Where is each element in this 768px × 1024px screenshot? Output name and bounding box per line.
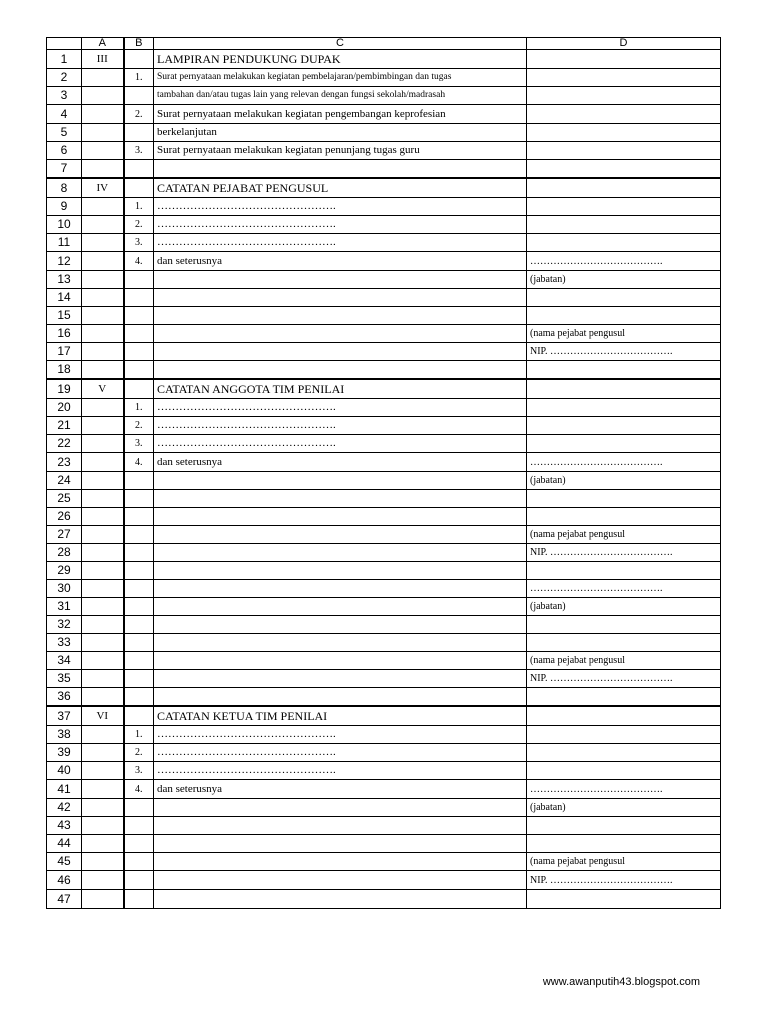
cell-c[interactable]: …………………………………………. — [154, 726, 527, 744]
cell-c[interactable]: …………………………………………. — [154, 216, 527, 234]
row-number[interactable]: 21 — [47, 417, 82, 435]
row-number[interactable]: 45 — [47, 853, 82, 871]
table-row — [47, 289, 721, 307]
cell-d[interactable] — [527, 616, 721, 634]
spreadsheet-table — [46, 37, 721, 909]
cell-b[interactable] — [124, 490, 154, 508]
cell-a[interactable]: V — [82, 379, 124, 399]
cell-d[interactable] — [527, 216, 721, 234]
cell-d[interactable] — [527, 399, 721, 417]
row-number[interactable]: 1 — [47, 50, 82, 69]
cell-a[interactable] — [82, 670, 124, 688]
row-number[interactable]: 42 — [47, 799, 82, 817]
sheet-body — [47, 50, 721, 909]
cell-a[interactable] — [82, 562, 124, 580]
cell-c[interactable] — [154, 688, 527, 707]
row-number[interactable]: 25 — [47, 490, 82, 508]
cell-d[interactable]: …………………………………. — [527, 252, 721, 271]
cell-b[interactable]: 2. — [124, 216, 154, 234]
table-row — [47, 142, 721, 160]
cell-b[interactable] — [124, 307, 154, 325]
cell-b[interactable] — [124, 526, 154, 544]
cell-b[interactable] — [124, 835, 154, 853]
cell-b[interactable] — [124, 508, 154, 526]
cell-a[interactable] — [82, 688, 124, 707]
cell-d[interactable]: …………………………………. — [527, 580, 721, 598]
cell-a[interactable]: IV — [82, 178, 124, 198]
cell-a[interactable] — [82, 616, 124, 634]
cell-b[interactable] — [124, 562, 154, 580]
row-number[interactable]: 10 — [47, 216, 82, 234]
table-row — [47, 453, 721, 472]
cell-a[interactable] — [82, 817, 124, 835]
cell-c[interactable]: CATATAN PEJABAT PENGUSUL — [154, 178, 527, 198]
row-number[interactable]: 35 — [47, 670, 82, 688]
cell-b[interactable] — [124, 289, 154, 307]
cell-d[interactable]: (nama pejabat pengusul — [527, 325, 721, 343]
table-row — [47, 87, 721, 105]
cell-c[interactable]: …………………………………………. — [154, 417, 527, 435]
cell-c[interactable] — [154, 490, 527, 508]
cell-a[interactable] — [82, 634, 124, 652]
row-number[interactable]: 27 — [47, 526, 82, 544]
row-number[interactable]: 22 — [47, 435, 82, 453]
cell-b[interactable] — [124, 871, 154, 890]
row-number[interactable]: 38 — [47, 726, 82, 744]
row-number[interactable]: 20 — [47, 399, 82, 417]
row-number[interactable]: 14 — [47, 289, 82, 307]
cell-c[interactable]: dan seterusnya — [154, 453, 527, 472]
cell-b[interactable] — [124, 706, 154, 726]
table-row — [47, 50, 721, 69]
row-number[interactable]: 16 — [47, 325, 82, 343]
cell-d[interactable] — [527, 307, 721, 325]
cell-a[interactable] — [82, 580, 124, 598]
cell-c[interactable]: CATATAN KETUA TIM PENILAI — [154, 706, 527, 726]
table-row — [47, 361, 721, 380]
table-row — [47, 634, 721, 652]
cell-a[interactable] — [82, 799, 124, 817]
row-number[interactable]: 15 — [47, 307, 82, 325]
cell-a[interactable]: VI — [82, 706, 124, 726]
cell-a[interactable] — [82, 853, 124, 871]
cell-d[interactable] — [527, 87, 721, 105]
cell-a[interactable] — [82, 762, 124, 780]
row-number[interactable]: 13 — [47, 271, 82, 289]
cell-b[interactable]: 1. — [124, 399, 154, 417]
cell-a[interactable] — [82, 544, 124, 562]
table-row — [47, 890, 721, 909]
cell-c[interactable]: …………………………………………. — [154, 762, 527, 780]
cell-d[interactable] — [527, 762, 721, 780]
cell-d[interactable] — [527, 234, 721, 252]
cell-d[interactable] — [527, 744, 721, 762]
cell-b[interactable]: 4. — [124, 780, 154, 799]
table-row — [47, 871, 721, 890]
cell-d[interactable]: …………………………………. — [527, 453, 721, 472]
cell-d[interactable] — [527, 435, 721, 453]
cell-a[interactable] — [82, 124, 124, 142]
cell-a[interactable] — [82, 361, 124, 380]
cell-d[interactable] — [527, 417, 721, 435]
cell-a[interactable] — [82, 890, 124, 909]
column-header-row — [47, 38, 721, 50]
cell-b[interactable] — [124, 472, 154, 490]
row-number[interactable]: 31 — [47, 598, 82, 616]
cell-c[interactable] — [154, 526, 527, 544]
cell-d[interactable] — [527, 160, 721, 179]
cell-a[interactable] — [82, 105, 124, 124]
cell-c[interactable] — [154, 307, 527, 325]
cell-a[interactable] — [82, 87, 124, 105]
column-header-d[interactable]: D — [527, 38, 721, 50]
cell-b[interactable] — [124, 634, 154, 652]
row-number[interactable]: 34 — [47, 652, 82, 670]
cell-d[interactable] — [527, 361, 721, 380]
row-number[interactable]: 12 — [47, 252, 82, 271]
table-row — [47, 69, 721, 87]
cell-b[interactable]: 3. — [124, 435, 154, 453]
row-number[interactable]: 24 — [47, 472, 82, 490]
cell-d[interactable]: NIP. ………………………………. — [527, 871, 721, 890]
cell-a[interactable] — [82, 69, 124, 87]
table-row — [47, 307, 721, 325]
cell-c[interactable] — [154, 817, 527, 835]
cell-d[interactable] — [527, 289, 721, 307]
cell-d[interactable]: …………………………………. — [527, 780, 721, 799]
cell-b[interactable] — [124, 580, 154, 598]
cell-c[interactable] — [154, 562, 527, 580]
cell-b[interactable] — [124, 544, 154, 562]
row-number[interactable]: 8 — [47, 178, 82, 198]
table-row — [47, 544, 721, 562]
cell-d[interactable]: NIP. ………………………………. — [527, 544, 721, 562]
cell-c[interactable]: …………………………………………. — [154, 234, 527, 252]
row-number[interactable]: 18 — [47, 361, 82, 380]
cell-a[interactable] — [82, 160, 124, 179]
table-row — [47, 726, 721, 744]
cell-c[interactable] — [154, 652, 527, 670]
table-row — [47, 343, 721, 361]
cell-c[interactable] — [154, 325, 527, 343]
cell-a[interactable] — [82, 835, 124, 853]
cell-d[interactable]: (nama pejabat pengusul — [527, 526, 721, 544]
table-row — [47, 417, 721, 435]
cell-a[interactable] — [82, 417, 124, 435]
cell-c[interactable]: berkelanjutan — [154, 124, 527, 142]
cell-b[interactable] — [124, 890, 154, 909]
cell-d[interactable]: (jabatan) — [527, 598, 721, 616]
cell-b[interactable] — [124, 616, 154, 634]
row-number[interactable]: 19 — [47, 379, 82, 399]
cell-c[interactable] — [154, 871, 527, 890]
cell-a[interactable] — [82, 343, 124, 361]
cell-a[interactable] — [82, 871, 124, 890]
cell-b[interactable]: 1. — [124, 726, 154, 744]
cell-d[interactable] — [527, 508, 721, 526]
cell-a[interactable] — [82, 216, 124, 234]
cell-b[interactable]: 4. — [124, 252, 154, 271]
cell-a[interactable] — [82, 652, 124, 670]
cell-d[interactable] — [527, 142, 721, 160]
cell-c[interactable] — [154, 472, 527, 490]
row-number[interactable]: 43 — [47, 817, 82, 835]
cell-b[interactable] — [124, 379, 154, 399]
row-number[interactable]: 6 — [47, 142, 82, 160]
cell-c[interactable] — [154, 361, 527, 380]
table-row — [47, 105, 721, 124]
cell-c[interactable]: …………………………………………. — [154, 198, 527, 216]
cell-a[interactable] — [82, 234, 124, 252]
table-row — [47, 198, 721, 216]
corner-cell[interactable] — [47, 38, 82, 50]
cell-b[interactable] — [124, 124, 154, 142]
column-header-c[interactable]: C — [154, 38, 527, 50]
cell-c[interactable] — [154, 160, 527, 179]
cell-c[interactable]: dan seterusnya — [154, 780, 527, 799]
cell-c[interactable] — [154, 343, 527, 361]
row-number[interactable]: 30 — [47, 580, 82, 598]
cell-d[interactable]: (jabatan) — [527, 799, 721, 817]
table-row — [47, 688, 721, 707]
cell-b[interactable] — [124, 670, 154, 688]
row-number[interactable]: 32 — [47, 616, 82, 634]
cell-b[interactable] — [124, 853, 154, 871]
cell-c[interactable] — [154, 835, 527, 853]
table-row — [47, 616, 721, 634]
cell-b[interactable]: 1. — [124, 198, 154, 216]
table-row — [47, 160, 721, 179]
cell-b[interactable] — [124, 817, 154, 835]
table-row — [47, 562, 721, 580]
column-header-b[interactable]: B — [124, 38, 154, 50]
cell-b[interactable] — [124, 799, 154, 817]
cell-c[interactable] — [154, 598, 527, 616]
table-row — [47, 399, 721, 417]
cell-a[interactable] — [82, 780, 124, 799]
cell-b[interactable] — [124, 160, 154, 179]
cell-c[interactable] — [154, 580, 527, 598]
row-number[interactable]: 5 — [47, 124, 82, 142]
row-number[interactable]: 2 — [47, 69, 82, 87]
cell-a[interactable] — [82, 252, 124, 271]
row-number[interactable]: 40 — [47, 762, 82, 780]
cell-a[interactable] — [82, 726, 124, 744]
cell-c[interactable] — [154, 634, 527, 652]
cell-d[interactable] — [527, 50, 721, 69]
cell-b[interactable] — [124, 688, 154, 707]
cell-d[interactable] — [527, 726, 721, 744]
table-row — [47, 124, 721, 142]
row-number[interactable]: 39 — [47, 744, 82, 762]
cell-c[interactable] — [154, 670, 527, 688]
cell-b[interactable]: 2. — [124, 105, 154, 124]
cell-d[interactable] — [527, 124, 721, 142]
row-number[interactable]: 36 — [47, 688, 82, 707]
cell-a[interactable] — [82, 472, 124, 490]
cell-a[interactable] — [82, 435, 124, 453]
row-number[interactable]: 9 — [47, 198, 82, 216]
cell-d[interactable] — [527, 490, 721, 508]
cell-c[interactable]: dan seterusnya — [154, 252, 527, 271]
table-row — [47, 835, 721, 853]
cell-c[interactable]: …………………………………………. — [154, 435, 527, 453]
table-row — [47, 508, 721, 526]
cell-a[interactable] — [82, 271, 124, 289]
cell-b[interactable] — [124, 271, 154, 289]
cell-b[interactable] — [124, 652, 154, 670]
cell-d[interactable] — [527, 198, 721, 216]
cell-b[interactable] — [124, 598, 154, 616]
cell-b[interactable] — [124, 178, 154, 198]
cell-d[interactable] — [527, 706, 721, 726]
cell-d[interactable]: (jabatan) — [527, 472, 721, 490]
cell-b[interactable]: 3. — [124, 234, 154, 252]
table-row — [47, 652, 721, 670]
footer-url: www.awanputih43.blogspot.com — [542, 976, 700, 988]
table-row — [47, 598, 721, 616]
table-row — [47, 744, 721, 762]
cell-a[interactable] — [82, 289, 124, 307]
cell-b[interactable]: 4. — [124, 453, 154, 472]
cell-d[interactable] — [527, 688, 721, 707]
row-number[interactable]: 37 — [47, 706, 82, 726]
cell-c[interactable]: …………………………………………. — [154, 399, 527, 417]
cell-a[interactable]: III — [82, 50, 124, 69]
row-number[interactable]: 11 — [47, 234, 82, 252]
table-row — [47, 379, 721, 399]
cell-d[interactable] — [527, 178, 721, 198]
cell-c[interactable] — [154, 289, 527, 307]
cell-d[interactable] — [527, 562, 721, 580]
cell-a[interactable] — [82, 598, 124, 616]
table-row — [47, 435, 721, 453]
row-number[interactable]: 3 — [47, 87, 82, 105]
cell-a[interactable] — [82, 508, 124, 526]
table-row — [47, 234, 721, 252]
cell-c[interactable]: Surat pernyataan melakukan kegiatan pembelajaran/pembimbingan dan tugas — [154, 69, 527, 87]
table-row — [47, 472, 721, 490]
cell-a[interactable] — [82, 198, 124, 216]
cell-d[interactable] — [527, 69, 721, 87]
cell-a[interactable] — [82, 744, 124, 762]
cell-c[interactable]: tambahan dan/atau tugas lain yang relevan dengan fungsi sekolah/madrasah — [154, 87, 527, 105]
cell-d[interactable] — [527, 105, 721, 124]
cell-c[interactable]: CATATAN ANGGOTA TIM PENILAI — [154, 379, 527, 399]
row-number[interactable]: 4 — [47, 105, 82, 124]
cell-c[interactable]: …………………………………………. — [154, 744, 527, 762]
table-row — [47, 762, 721, 780]
cell-d[interactable] — [527, 634, 721, 652]
row-number[interactable]: 29 — [47, 562, 82, 580]
row-number[interactable]: 41 — [47, 780, 82, 799]
table-row — [47, 216, 721, 234]
row-number[interactable]: 47 — [47, 890, 82, 909]
cell-c[interactable] — [154, 508, 527, 526]
cell-d[interactable]: NIP. ………………………………. — [527, 343, 721, 361]
row-number[interactable]: 46 — [47, 871, 82, 890]
row-number[interactable]: 33 — [47, 634, 82, 652]
cell-d[interactable]: NIP. ………………………………. — [527, 670, 721, 688]
cell-c[interactable] — [154, 271, 527, 289]
table-row — [47, 817, 721, 835]
table-row — [47, 490, 721, 508]
cell-c[interactable] — [154, 544, 527, 562]
table-row — [47, 780, 721, 799]
row-number[interactable]: 17 — [47, 343, 82, 361]
row-number[interactable]: 44 — [47, 835, 82, 853]
cell-d[interactable]: (nama pejabat pengusul — [527, 652, 721, 670]
cell-a[interactable] — [82, 453, 124, 472]
cell-b[interactable] — [124, 50, 154, 69]
cell-b[interactable] — [124, 361, 154, 380]
cell-b[interactable] — [124, 87, 154, 105]
cell-d[interactable] — [527, 835, 721, 853]
cell-a[interactable] — [82, 399, 124, 417]
table-row — [47, 252, 721, 271]
cell-c[interactable] — [154, 853, 527, 871]
cell-a[interactable] — [82, 307, 124, 325]
cell-d[interactable] — [527, 379, 721, 399]
table-row — [47, 799, 721, 817]
cell-d[interactable]: (jabatan) — [527, 271, 721, 289]
table-row — [47, 853, 721, 871]
cell-c[interactable]: Surat pernyataan melakukan kegiatan penunjang tugas guru — [154, 142, 527, 160]
table-row — [47, 526, 721, 544]
cell-a[interactable] — [82, 325, 124, 343]
row-number[interactable]: 28 — [47, 544, 82, 562]
cell-c[interactable]: LAMPIRAN PENDUKUNG DUPAK — [154, 50, 527, 69]
cell-b[interactable]: 2. — [124, 417, 154, 435]
row-number[interactable]: 26 — [47, 508, 82, 526]
table-row — [47, 706, 721, 726]
cell-b[interactable]: 3. — [124, 142, 154, 160]
cell-a[interactable] — [82, 490, 124, 508]
row-number[interactable]: 7 — [47, 160, 82, 179]
cell-d[interactable]: (nama pejabat pengusul — [527, 853, 721, 871]
cell-b[interactable]: 3. — [124, 762, 154, 780]
cell-a[interactable] — [82, 142, 124, 160]
table-row — [47, 271, 721, 289]
column-header-a[interactable]: A — [82, 38, 124, 50]
cell-d[interactable] — [527, 817, 721, 835]
cell-c[interactable] — [154, 616, 527, 634]
cell-b[interactable] — [124, 325, 154, 343]
cell-c[interactable] — [154, 799, 527, 817]
cell-d[interactable] — [527, 890, 721, 909]
table-row — [47, 670, 721, 688]
cell-b[interactable] — [124, 343, 154, 361]
cell-b[interactable]: 1. — [124, 69, 154, 87]
row-number[interactable]: 23 — [47, 453, 82, 472]
cell-a[interactable] — [82, 526, 124, 544]
table-row — [47, 178, 721, 198]
table-row — [47, 325, 721, 343]
cell-c[interactable] — [154, 890, 527, 909]
table-row — [47, 580, 721, 598]
cell-b[interactable]: 2. — [124, 744, 154, 762]
cell-c[interactable]: Surat pernyataan melakukan kegiatan pengembangan keprofesian — [154, 105, 527, 124]
